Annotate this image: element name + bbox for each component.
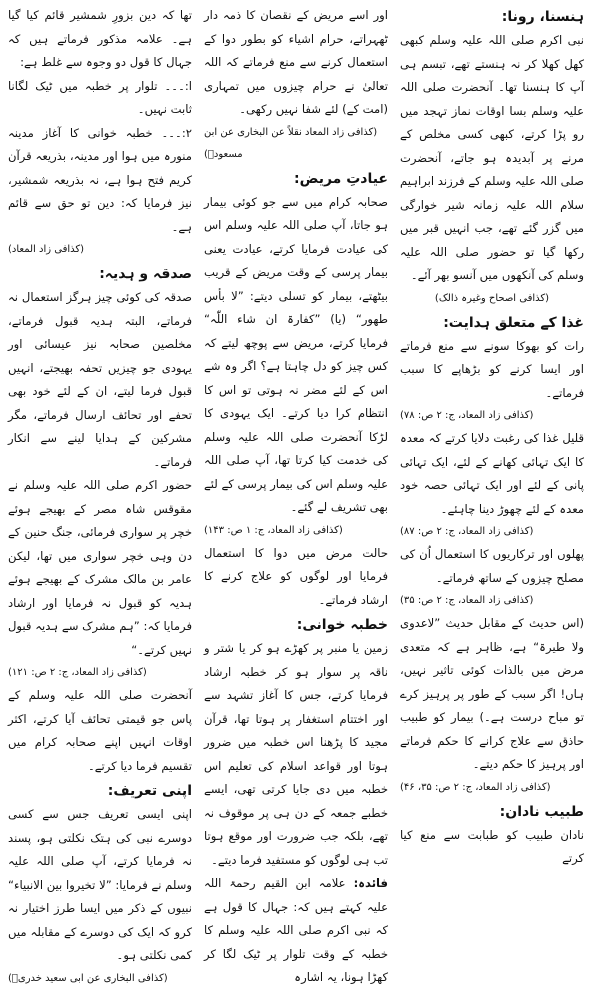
paragraph-point-two: ۲:۔۔۔ خطبہ خوانی کا آغاز مدینہ منورہ میں ہوا اور مدینہ، بذریعہ قرآن کریم فتح ہوا ہے، نہ بذریعہ شمشیر، نیز فرمایا کہ: دین تو حق سے قائم ہے۔ — [8, 125, 192, 234]
paragraph-little-food: قلیل غذا کی رغبت دلایا کرتے کہ معدہ کا ایک تہائی کھانے کے لئے، ایک تہائی پانی کے لئے اور ایک تہائی حصہ خود معدہ کے لئے چھوڑ دینا چاہئے۔ — [400, 431, 584, 516]
paragraph-laughing-weeping: نبی اکرم صلی اللہ علیہ وسلم کبھی کھل کھلا کر نہ ہنستے تھے، تبسم ہی آپ کا ہنسنا تھا۔ آنحضرت صلی اللہ علیہ وسلم بسا اوقات نماز تہجد میں رو پڑا کرتے، کبھی کسی مخلص کے مرنے پر آبدیدہ ہو جاتے، آنحضرت صلی اللہ علیہ وسلم کے فرزند ابراہیم سلام اللہ علیہ زمانہ شیر خوارگی میں گزر گئے تھے، جب انہیں قبر میں رکھا گیا تو حضور صلی اللہ علیہ وسلم کی آنکھوں میں آنسو بھر آئے۔ — [400, 33, 584, 282]
benefit-text: علامہ ابن القیم رحمۃ اللہ علیہ کہتے ہیں کہ: جہال کا قول ہے کہ نبی اکرم صلی اللہ علیہ وسلم کا خطبہ کے وقت تلوار پر ٹیک لگا کر کھڑا ہونا، یہ اشارہ — [204, 876, 388, 984]
citation: (کذافی زاد المعاد، ج: ۲ ص: ۳۵، ۴۶) — [400, 781, 551, 793]
paragraph-harm-responsibility: اور اسے مریض کے نقصان کا ذمہ دار ٹھہراتے، حرام اشیاء کو بطور دوا کے استعمال کرنے سے منع فرماتے کہ اللہ تعالیٰ نے حرام چیزوں میں تمہاری (امت کے) لئے شفا نہیں رکھی۔ — [204, 8, 388, 116]
citation: (کذافی زاد المعاد) — [8, 244, 85, 255]
paragraph-ignorant-physician: نادان طبیب کو طبابت سے منع کیا کرتے — [400, 827, 584, 865]
citation: (کذافی زاد المعاد، ج: ۲ ص: ۳۵) — [400, 595, 534, 606]
section-heading-laughing-weeping: ہنسنا، رونا: — [501, 9, 584, 25]
paragraph-muqawqis-mule: حضور اکرم صلی اللہ علیہ وسلم نے مقوقس شاہ مصر کے بھیجے ہوئے خچر پر سواری فرمائی، جنگ حنین کے دن وہی خچر سواری میں تھا، لیکن عامر بن مالک مشرک کے بھیجے ہوئے ہدیہ کو قبول نہ فرمایا اور ارشاد فرمایا کہ: ”ہم مشرک سے ہدیہ قبول نہیں کرتے۔“ — [8, 478, 192, 657]
column-left — [8, 4, 192, 984]
section-heading-charity-gift: صدقہ و ہدیہ: — [99, 266, 192, 282]
paragraph-benefit — [204, 872, 388, 990]
citation: (کذافی البخاری عن ابی سعید خدریؓ) — [8, 972, 168, 984]
citation: (کذافی زاد المعاد، ج: ۲ ص: ۸۷) — [400, 526, 534, 537]
paragraph-self-praise: اپنی ایسی تعریف جس سے کسی دوسرے نبی کی ہتک نکلتی ہو، پسند نہ فرمایا کرتے، آپ صلی اللہ علیہ وسلم نے فرمایا: ”لا تخیروا بین الانبیاء“ نبیوں کے ذکر میں ایسا طرز اختیار نہ کرو کہ ایک کی دوسرے کے مقابلہ میں کمی نکلتی ہو۔ — [8, 807, 192, 962]
section-heading-self-praise: اپنی تعریف: — [107, 783, 192, 799]
paragraph-sword-claim: تھا کہ دین بزورِ شمشیر قائم کیا گیا ہے۔ علامہ مذکور فرماتے ہیں کہ جہال کا قول دو وجوہ سے غلط ہے: — [8, 8, 192, 69]
paragraph-sermon: زمین یا منبر پر کھڑے ہو کر یا شتر و ناقہ پر سوار ہو کر خطبہ ارشاد فرمایا کرتے، جس کا آغاز تشہد سے اور اختتام استغفار پر ہوتا تھا، قرآن مجید کا پڑھنا اس خطبہ میں ضرور ہوتا اور قواعد اسلام کی تعلیم اس خطبہ میں دی جایا کرتی تھی، ایسے خطبے جمعہ کے دن ہی پر موقوف نہ تھے، بلکہ جب ضرورت اور موقع ہوتا تب ہی لوگوں کو مستفید فرما دیتے۔ — [204, 641, 388, 867]
citation: (کذافی زاد المعاد، ج: ۲ ص: ۱۲۱) — [8, 667, 147, 678]
benefit-label: فائدہ: — [353, 876, 388, 890]
citation: (کذافی اصحاح وغیرہ ذالک) — [434, 292, 550, 304]
paragraph-medicine-use: حالت مرض میں دوا کا استعمال فرمایا اور لوگوں کو علاج کرنے کا ارشاد فرماتے۔ — [204, 545, 388, 607]
citation: (کذافی زاد المعاد، ج: ۲ ص: ۷۸) — [400, 410, 534, 421]
paragraph-charity-gift: صدقہ کی کوئی چیز ہرگز استعمال نہ فرماتے، البتہ ہدیہ قبول فرماتے، مخلصین صحابہ نیز عیسائی اور یہودی جو چیزیں تحفہ بھیجتے، انہیں قبول فرما لیتے، ان کے لئے خود بھی تحفے اور تحائف ارسال فرماتے، مگر مشرکین کے ہدایا لینے سے انکار فرماتے۔ — [8, 290, 192, 469]
paragraph-point-one: ا:۔۔۔ تلوار پر خطبہ میں ٹیک لگانا ثابت نہیں۔ — [8, 78, 192, 116]
section-heading-visiting-sick: عیادتِ مریض: — [294, 170, 388, 187]
section-heading-ignorant-physician: طبیب نادان: — [499, 803, 584, 820]
column-middle — [204, 4, 388, 984]
citation: (کذافی زاد المعاد، ج: ۱ ص: ۱۴۳) — [204, 524, 343, 536]
paragraph-visiting-sick: صحابہ کرام میں سے جو کوئی بیمار ہو جاتا، آپ صلی اللہ علیہ وسلم اس کی عیادت فرمایا کرتے، عیادت یعنی بیمار پرسی کے وقت مریض کے قریب بیٹھتے، بیمار کو تسلی دیتے: ”لا بأس طھور“ (یا) ”کفارۃ ان شاء اللّٰہ“ فرمایا کرتے، مریض سے پوچھ لیتے کہ کس چیز کو دل چاہتا ہے؟ اگر وہ شے اس کے لئے مضر نہ ہوتی تو اس کا انتظام کرا دیا کرتے۔ ایک یہودی کا لڑکا آنحضرت صلی اللہ علیہ وسلم کی خدمت کیا کرتا تھا، آپ صلی اللہ علیہ وسلم اس کی بیمار پرسی کے لئے بھی تشریف لے گئے۔ — [204, 194, 388, 514]
section-heading-food-guidance: غذا کے متعلق ہدایت: — [443, 314, 584, 331]
paragraph-fruits-vegetables: پھلوں اور ترکاریوں کا استعمال اُن کی مصلح چیزوں کے ساتھ فرماتے۔ — [400, 547, 584, 585]
paragraph-hadith-contagion: (اس حدیث کے مقابل حدیث ”لاعدوی ولا طیرۃ“ ہے، ظاہر ہے کہ متعدی مرض میں بالذات کوئی تاثیر نہیں، ہاں! اگر سبب کے طور پر پرہیز کرے تو مباح درست ہے۔) بیمار کو طبیب حاذق سے علاج کرانے کا حکم فرماتے اور پرہیز کا حکم دیتے۔ — [400, 616, 584, 771]
citation: (کذافی زاد المعاد نقلاً عن البخاری عن ابن مسعودؓ) — [204, 126, 378, 160]
paragraph-hungry-sleep: رات کو بھوکا سونے سے منع فرماتے اور ایسا کرنے کو بڑھاپے کا سبب فرماتے۔ — [400, 338, 584, 400]
section-heading-sermon: خطبہ خوانی: — [296, 617, 388, 633]
column-right — [400, 4, 584, 918]
paragraph-distributing-gifts: آنحضرت صلی اللہ علیہ وسلم کے پاس جو قیمتی تحائف آیا کرتے، اکثر اوقات انہیں اپنے صحابہ کرام میں تقسیم فرما دیا کرتے۔ — [8, 688, 192, 773]
